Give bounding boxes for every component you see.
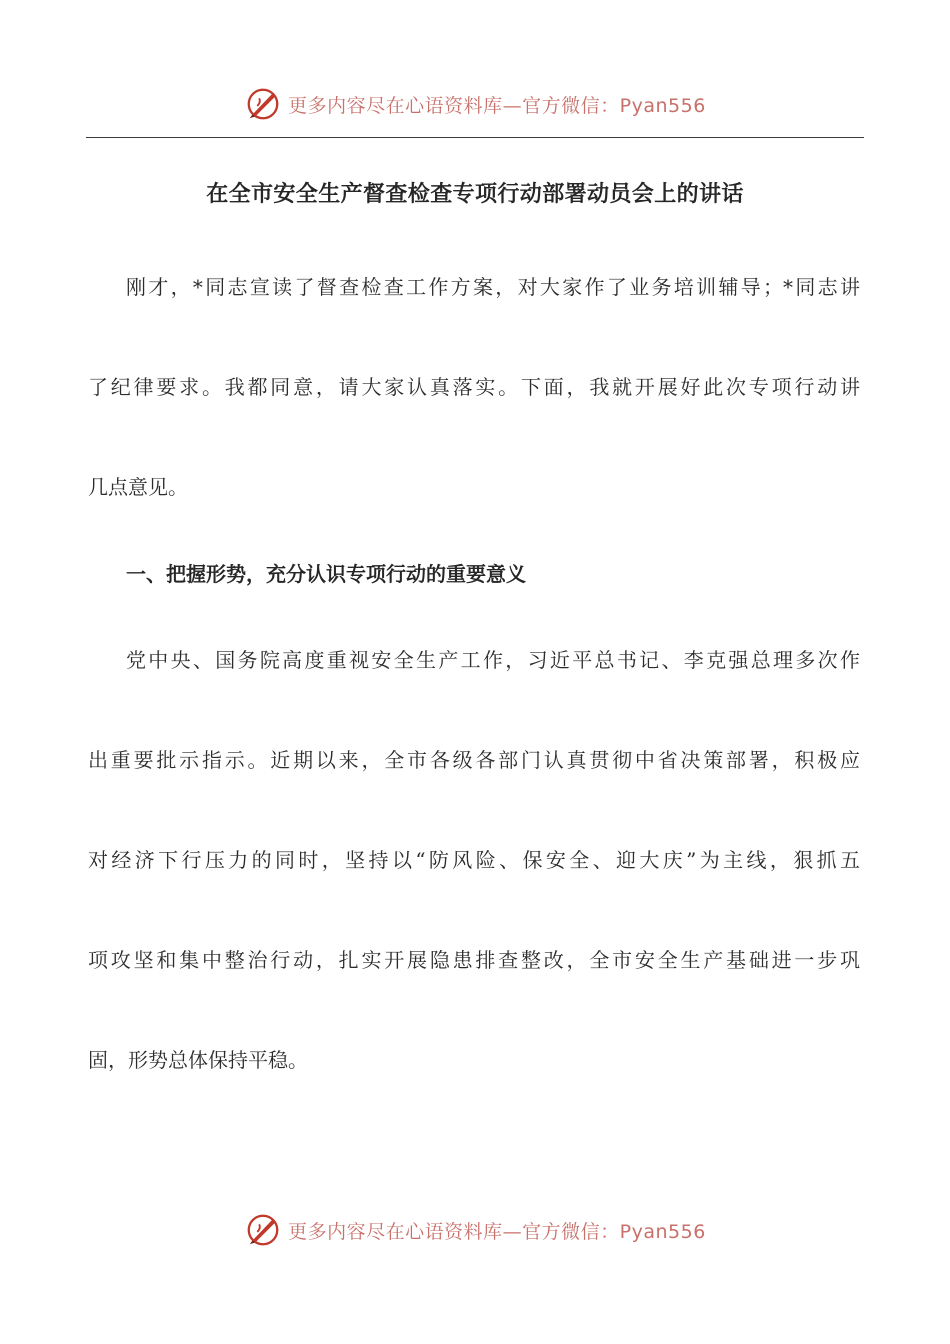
pen-logo-icon [244, 1211, 282, 1249]
section1-line-3: 对经济下行压力的同时，坚持以“防风险、保安全、迎大庆”为主线，狠抓五 [88, 848, 860, 872]
banner-wechat: 官方微信：Pyan556 [522, 94, 706, 117]
section1-line-4: 项攻坚和集中整治行动，扎实开展隐患排查整改，全市安全生产基础进一步巩 [88, 948, 860, 972]
footer-wechat: 官方微信：Pyan556 [522, 1220, 706, 1243]
section-heading: 一、把握形势，充分认识专项行动的重要意义 [126, 562, 526, 586]
document-title: 在全市安全生产督查检查专项行动部署动员会上的讲话 [206, 182, 744, 207]
section1-line-2: 出重要批示指示。近期以来，全市各级各部门认真贯彻中省决策部署，积极应 [88, 748, 860, 772]
header-rule [86, 137, 864, 138]
intro-line-3: 几点意见。 [88, 475, 188, 499]
intro-line-1: 刚才，*同志宣读了督查检查工作方案，对大家作了业务培训辅导；*同志讲 [126, 275, 860, 299]
footer-separator: — [502, 1220, 523, 1243]
header-banner [0, 82, 950, 126]
intro-line-2: 了纪律要求。我都同意，请大家认真落实。下面，我就开展好此次专项行动讲 [88, 375, 860, 399]
footer-banner [0, 1208, 950, 1252]
section1-line-1: 党中央、国务院高度重视安全生产工作，习近平总书记、李克强总理多次作 [126, 648, 860, 672]
banner-text [288, 91, 706, 118]
footer-banner-text [288, 1217, 706, 1244]
banner-separator: — [502, 94, 523, 117]
footer-site-name: 更多内容尽在心语资料库 [288, 1220, 503, 1243]
section1-line-5: 固，形势总体保持平稳。 [88, 1048, 308, 1072]
pen-logo-icon [244, 85, 282, 123]
banner-site-name: 更多内容尽在心语资料库 [288, 94, 503, 117]
